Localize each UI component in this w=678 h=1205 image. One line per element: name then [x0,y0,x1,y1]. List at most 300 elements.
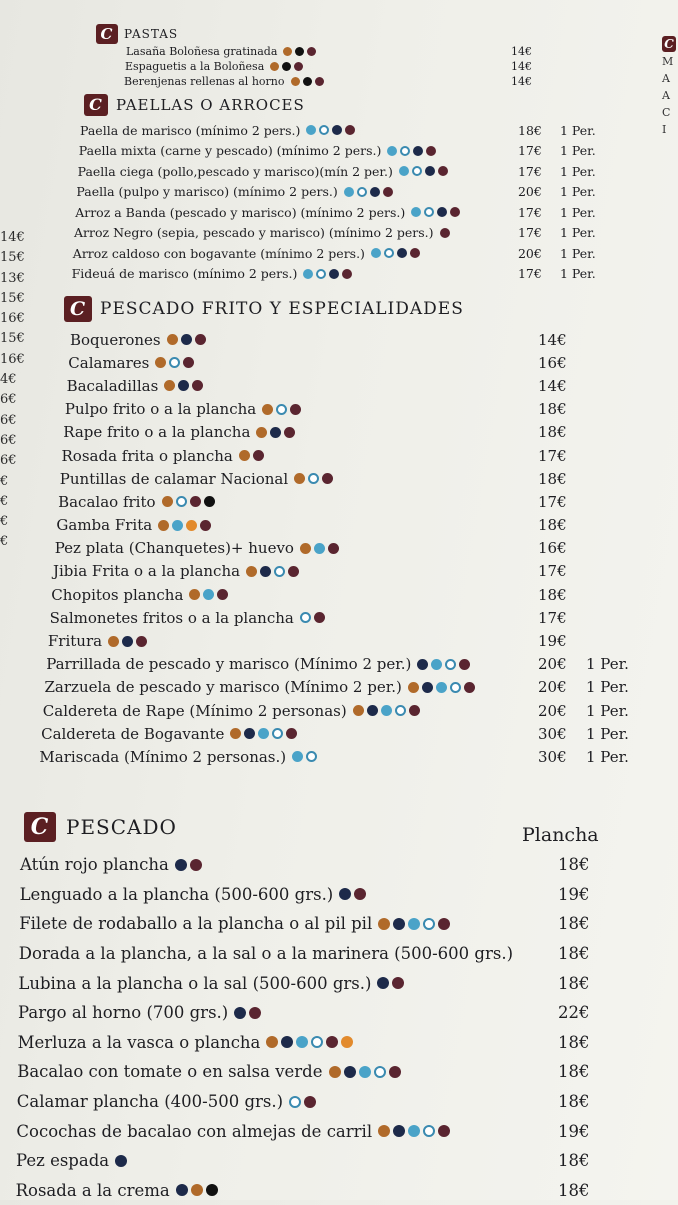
menu-item [65,398,664,421]
menu-item-price: 17€ [537,492,567,511]
crustacean-icon [292,751,303,762]
allergen-icons [329,1066,401,1078]
sulphite-icon [438,918,450,930]
menu-item [55,537,664,560]
sulphite-icon [192,380,203,391]
sulphite-icon [342,269,352,279]
crustacean-icon [381,705,392,716]
menu-item-name: Rosada a la crema [15,1180,170,1200]
sulphite-icon [438,1125,450,1137]
menu-item-name: Calamar plancha (400-500 grs.) [16,1092,284,1112]
mollusc-icon [445,659,456,670]
menu-item-name: Paella de marisco (mínimo 2 pers.) [80,122,301,138]
sulphite-icon [314,612,325,623]
mollusc-icon [300,612,311,623]
allergen-icons [239,450,264,461]
sulphite-icon [190,859,202,871]
menu-item-name: Jibia Frita o a la plancha [53,562,241,581]
menu-item-per-person: 1 Per. [560,225,596,241]
gluten-icon [162,496,173,507]
menu-item-name: Cocochas de bacalao con almejas de carril [16,1121,373,1141]
gluten-icon [262,404,273,415]
menu-item-per-person: 1 Per. [585,655,629,674]
menu-item-name: Paella ciega (pollo,pescado y marisco)(mín 2 per.) [77,163,393,179]
menu-item [16,1146,668,1176]
gluten-icon [329,1066,341,1078]
left-edge-price: 15€ [0,290,25,306]
fish-icon [437,207,447,217]
menu-item-name: Pez plata (Chanquetes)+ huevo [54,539,294,558]
menu-item-name: Filete de rodaballo a la plancha o al pil pil [19,914,373,934]
menu-item-name: Arroz Negro (sepia, pescado y marisco) (mínimo 2 pers.) [74,225,434,241]
menu-item-price: 14€ [511,75,532,88]
allergen-icons [292,751,317,762]
menu-item-price: 17€ [517,266,542,282]
left-edge-price: € [0,534,9,550]
menu-item-price: 18€ [557,1032,590,1052]
menu-item-name: Merluza a la vasca o plancha [17,1032,261,1052]
menu-item-price: 18€ [557,1062,590,1082]
menu-item-per-person: 1 Per. [559,245,596,261]
menu-item-price: 18€ [557,1092,590,1112]
plancha-column-label: Plancha [522,824,599,846]
menu-item-name: Rape frito o a la plancha [63,423,251,442]
menu-item [56,514,664,537]
sulphite-icon [389,1066,401,1078]
left-edge-price: 4€ [0,372,17,388]
mollusc-icon [274,566,285,577]
sulphite-icon [286,728,297,739]
menu-item [80,120,658,141]
menu-item-name: Caldereta de Rape (Mínimo 2 personas) [42,701,347,720]
gluten-icon [191,1184,203,1196]
sulphite-icon [410,248,420,258]
pescado-list [16,850,668,1205]
menu-item [50,606,664,629]
menu-item-name: Lubina a la plancha o la sal (500-600 grs.) [18,973,372,993]
allergen-icons [378,918,450,930]
allergen-icons [270,62,303,71]
crustacean-icon [387,146,397,156]
menu-item [125,59,556,74]
left-edge-price: 14€ [0,230,25,245]
mollusc-icon [412,166,422,176]
menu-item-name: Pulpo frito o a la plancha [64,400,257,419]
crustacean-icon [399,166,409,176]
fish-icon [417,659,428,670]
menu-item [20,850,668,880]
menu-item-price: 20€ [517,245,542,261]
fish-icon [281,1036,293,1048]
fish-icon [115,1155,127,1167]
menu-item-price: 18€ [558,1151,590,1171]
sulphite-icon [304,1096,316,1108]
menu-item-price: 17€ [518,225,542,241]
allergen-icons [289,1096,316,1108]
menu-item-per-person: 1 Per. [559,184,596,200]
menu-item-per-person: 1 Per. [586,678,629,697]
menu-item [17,1087,668,1117]
menu-item-name: Mariscada (Mínimo 2 personas.) [39,747,287,766]
menu-item [19,939,668,969]
allergen-icons [266,1036,353,1048]
section-title: PESCADO [66,815,177,839]
left-edge-price: 15€ [0,331,25,347]
menu-item-price: 14€ [538,330,567,349]
gluten-icon [353,705,364,716]
menu-item-per-person: 1 Per. [585,724,629,743]
sulphite-icon [315,77,324,86]
allergen-icons [408,682,475,693]
right-edge-letter: A [662,89,670,102]
sulphite-icon [426,146,436,156]
crustacean-icon [371,248,381,258]
menu-item [79,141,658,162]
sulphite-icon [294,62,303,71]
menu-item-name: Parrillada de pescado y marisco (Mínimo 2 per.) [46,655,412,674]
sulphite-icon [249,1007,261,1019]
allergen-icons [378,1125,450,1137]
fish-icon [175,859,187,871]
fish-icon [344,1066,356,1078]
menu-item-price: 17€ [538,562,567,581]
allergen-icons [411,207,460,217]
right-edge-letter: I [662,123,667,136]
menu-item [18,998,668,1028]
mollusc-icon [176,496,187,507]
menu-item-name: Pargo al horno (700 grs.) [18,1003,229,1023]
menu-item-price: 17€ [538,446,567,465]
egg-icon [206,1184,218,1196]
menu-item-price: 17€ [537,608,567,627]
fish-icon [370,187,380,197]
fish-icon [260,566,271,577]
allergen-icons [303,269,352,279]
mollusc-icon [308,473,319,484]
menu-item [72,264,658,285]
allergen-icons [167,334,206,345]
fish-icon [393,1125,405,1137]
menu-item-name: Boquerones [70,330,161,349]
left-edge-prices [0,228,34,553]
menu-item-price: 14€ [537,376,567,395]
right-edge-letters [662,36,678,138]
mollusc-icon [423,1125,435,1137]
section-header [84,94,658,116]
left-edge-price: € [0,473,9,489]
menu-item-name: Gamba Frita [56,516,153,535]
left-edge-price: 15€ [0,250,25,266]
allergen-icons [155,357,194,368]
logo-icon: C [64,296,92,322]
gluten-icon [230,728,241,739]
mollusc-icon [316,269,326,279]
gluten-icon [270,62,279,71]
menu-item-name: Arroz a Banda (pescado y marisco) (mínimo 2 pers.) [75,204,406,220]
left-edge-price: 6€ [0,432,17,448]
menu-item-name: Lenguado a la plancha (500-600 grs.) [19,884,334,904]
allergen-icons [294,473,333,484]
gluten-icon [300,543,311,554]
menu-item-price: 16€ [537,539,567,558]
menu-item [53,560,664,583]
menu-item [75,202,658,223]
crustacean-icon [411,207,421,217]
left-edge-price: 16€ [0,351,25,367]
mollusc-icon [276,404,287,415]
crustacean-icon [314,543,325,554]
menu-item-name: Berenjenas rellenas al horno [124,75,285,88]
allergen-icons [158,520,211,531]
gluten-icon [291,77,300,86]
sulphite-icon [464,682,475,693]
menu-item-name: Rosada frita o plancha [61,446,233,465]
menu-item-name: Pez espada [16,1151,110,1171]
left-edge-price: 16€ [0,311,25,327]
mollusc-icon [450,682,461,693]
egg-icon [295,47,304,56]
menu-item-name: Fritura [47,632,103,651]
gluten-icon [164,380,175,391]
mollusc-icon [357,187,367,197]
menu-item [45,676,665,699]
menu-item [63,421,664,444]
menu-item-price: 18€ [557,914,590,934]
gluten-icon [108,636,119,647]
menu-item-per-person: 1 Per. [559,204,596,220]
sulphite-icon [450,207,460,217]
menu-item [41,722,664,745]
left-edge-price: 6€ [0,453,17,469]
menu-item [19,909,668,939]
pastas-list [96,44,556,89]
menu-item-price: 19€ [537,632,567,651]
allergen-icons [339,888,366,900]
fish-icon [176,1184,188,1196]
sulphite-icon [195,334,206,345]
menu-item [70,328,664,351]
fish-icon [413,146,423,156]
right-edge-letter: A [662,72,670,85]
fish-icon [234,1007,246,1019]
crustacean-icon [258,728,269,739]
allergen-icons [399,166,448,176]
menu-item-price: 18€ [558,1180,590,1200]
sulphite-icon [322,473,333,484]
sulphite-icon [200,520,211,531]
menu-item-per-person: 1 Per. [560,122,596,138]
allergen-icons [291,77,324,86]
gluten-icon [266,1036,278,1048]
mollusc-icon [306,751,317,762]
sulphite-icon [217,589,228,600]
menu-item-price: 18€ [518,122,542,138]
milk-icon [186,520,197,531]
fish-icon [329,269,339,279]
sulphite-icon [459,659,470,670]
fish-icon [122,636,133,647]
menu-item-price: 17€ [517,143,542,159]
menu-item-price: 19€ [557,884,590,904]
gluten-icon [246,566,257,577]
crustacean-icon [296,1036,308,1048]
allergen-icons [230,728,297,739]
fish-icon [270,427,281,438]
menu-item [43,699,664,722]
allergen-icons [176,1184,218,1196]
menu-item [60,467,664,490]
menu-item [48,629,664,652]
gluten-icon [256,427,267,438]
right-edge-letter: C [662,106,671,119]
menu-item [20,880,668,910]
menu-item-name: Paella (pulpo y marisco) (mínimo 2 pers.) [76,184,338,200]
mollusc-icon [374,1066,386,1078]
mollusc-icon [424,207,434,217]
menu-item [46,653,664,676]
mollusc-icon [169,357,180,368]
frito-list [34,328,664,769]
menu-item-price: 18€ [558,855,590,875]
menu-item-per-person: 1 Per. [585,701,629,720]
gluten-icon [239,450,250,461]
gluten-icon [283,47,292,56]
sulphite-icon [383,187,393,197]
mollusc-icon [423,918,435,930]
fish-icon [178,380,189,391]
menu-item-price: 18€ [537,423,567,442]
menu-item-price: 20€ [517,184,542,200]
gluten-icon [378,1125,390,1137]
sulphite-icon [183,357,194,368]
gluten-icon [378,918,390,930]
crustacean-icon [203,589,214,600]
sulphite-icon [284,427,295,438]
gluten-icon [158,520,169,531]
sulphite-icon [190,496,201,507]
menu-item-price: 20€ [537,655,567,674]
fish-icon [393,918,405,930]
menu-item-price: 30€ [537,747,567,766]
fish-icon [422,682,433,693]
menu-item [17,1057,668,1087]
menu-item-price: 18€ [537,469,567,488]
menu-item [39,745,664,768]
menu-item [18,1028,668,1058]
menu-item [78,161,658,182]
sulphite-icon [328,543,339,554]
menu-item-price: 17€ [517,204,542,220]
allergen-icons [306,125,355,135]
menu-item-price: 18€ [537,585,567,604]
left-edge-price: 6€ [0,412,17,428]
section-title: PAELLAS O ARROCES [116,96,305,114]
paellas-list [68,120,658,284]
gluten-icon [189,589,200,600]
sulphite-icon [326,1036,338,1048]
menu-item-name: Arroz caldoso con bogavante (mínimo 2 pers.) [72,245,365,261]
menu-item-name: Salmonetes fritos o a la plancha [49,608,294,627]
section-paellas [68,94,658,284]
menu-item-per-person: 1 Per. [585,747,629,766]
menu-item-name: Paella mixta (carne y pescado) (mínimo 2 pers.) [78,143,382,159]
menu-item-per-person: 1 Per. [559,143,596,159]
menu-item-name: Bacaladillas [66,376,159,395]
allergen-icons [246,566,299,577]
sulphite-icon [307,47,316,56]
crustacean-icon [431,659,442,670]
menu-item [124,74,556,89]
section-pastas [96,24,556,89]
egg-icon [303,77,312,86]
menu-item-price: 16€ [537,353,567,372]
crustacean-icon [306,125,316,135]
allergen-icons [164,380,203,391]
menu-item [73,243,658,264]
section-header [96,24,556,44]
sulphite-icon [440,228,450,238]
sulphite-icon [290,404,301,415]
logo-icon: C [84,94,108,116]
allergen-icons [175,859,202,871]
menu-item-name: Caldereta de Bogavante [41,724,225,743]
crustacean-icon [408,1125,420,1137]
allergen-icons [344,187,393,197]
sulphite-icon [438,166,448,176]
menu-item [51,583,664,606]
allergen-icons [300,543,339,554]
menu-item [68,351,664,374]
menu-item-price: 14€ [511,60,532,73]
left-edge-price: 13€ [0,270,25,286]
fish-icon [244,728,255,739]
menu-item [126,44,556,59]
gluten-icon [167,334,178,345]
egg-icon [282,62,291,71]
menu-item-name: Puntillas de calamar Nacional [59,469,289,488]
menu-item-name: Lasaña Boloñesa gratinada [126,45,278,58]
mollusc-icon [319,125,329,135]
left-edge-price: € [0,514,9,530]
allergen-icons [353,705,420,716]
menu-item-per-person: 1 Per. [559,163,596,179]
left-edge-price: 6€ [0,392,17,408]
menu-item-price: 30€ [537,724,567,743]
allergen-icons [440,228,450,238]
section-title: PESCADO FRITO Y ESPECIALIDADES [100,299,464,319]
fish-icon [425,166,435,176]
menu-item-price: 18€ [557,973,590,993]
sulphite-icon [136,636,147,647]
allergen-icons [387,146,436,156]
egg-icon [204,496,215,507]
menu-item [16,1176,668,1205]
fish-icon [181,334,192,345]
allergen-icons [115,1155,127,1167]
fish-icon [397,248,407,258]
crustacean-icon [344,187,354,197]
allergen-icons [283,47,316,56]
fish-icon [332,125,342,135]
menu-item [74,223,658,244]
mollusc-icon [400,146,410,156]
allergen-icons [108,636,147,647]
sulphite-icon [409,705,420,716]
menu-item [58,490,664,513]
menu-item-name: Bacalao con tomate o en salsa verde [17,1062,323,1082]
sulphite-icon [354,888,366,900]
menu-item-price: 17€ [517,163,542,179]
